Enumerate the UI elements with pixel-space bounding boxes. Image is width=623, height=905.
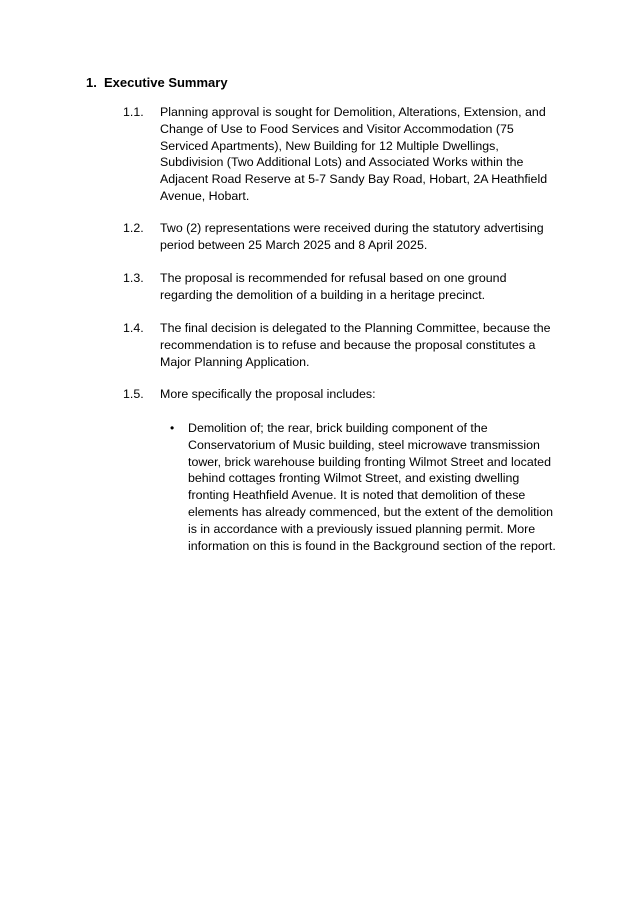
bullet-item xyxy=(170,420,570,554)
clause-text: Planning approval is sought for Demolition, Alterations, Extension, and Change of Use to Food Services and Visitor Accommodation (75 Serviced Apartments), New Building for 12 Multiple Dwellings, Subdivision (Two Additional Lots) and Associated Works within the Adjacent Road Reserve at 5-7 Sandy Bay Road, Hobart, 2A Heathfield Avenue, Hobart. xyxy=(160,105,548,203)
clause-1-3 xyxy=(123,270,563,304)
clause-number: 1.3. xyxy=(123,271,144,285)
clause-number: 1.1. xyxy=(123,105,144,119)
clause-1-4 xyxy=(123,320,563,370)
clause-1-2 xyxy=(123,220,563,254)
clause-1-1 xyxy=(123,104,563,205)
clause-text: The proposal is recommended for refusal based on one ground regarding the demolition of a building in a heritage precinct. xyxy=(160,271,507,302)
clause-number: 1.2. xyxy=(123,221,144,235)
section-title: Executive Summary xyxy=(104,75,228,90)
bullet-marker: • xyxy=(170,421,175,435)
clause-text: The final decision is delegated to the Planning Committee, because the recommendation is to refuse and because the proposal constitutes a Major Planning Application. xyxy=(160,321,551,369)
bullet-text: Demolition of; the rear, brick building component of the Conservatorium of Music building, steel microwave transmission tower, brick warehouse building fronting Wilmot Street and located behind cottages fronting Wilmot Street, and existing dwelling fronting Heathfield Avenue. It is noted that demolition of these elements has already commenced, but the extent of the demolition is in accordance with a previously issued planning permit. More information on this is found in the Background section of the report. xyxy=(188,421,556,553)
section-heading xyxy=(86,74,228,91)
clause-1-5 xyxy=(123,386,563,403)
clause-number: 1.5. xyxy=(123,387,144,401)
clause-text: More specifically the proposal includes: xyxy=(160,387,376,401)
section-number: 1. xyxy=(86,75,97,90)
clause-number: 1.4. xyxy=(123,321,144,335)
clause-text: Two (2) representations were received during the statutory advertising period between 25 March 2025 and 8 April 2025. xyxy=(160,221,544,252)
